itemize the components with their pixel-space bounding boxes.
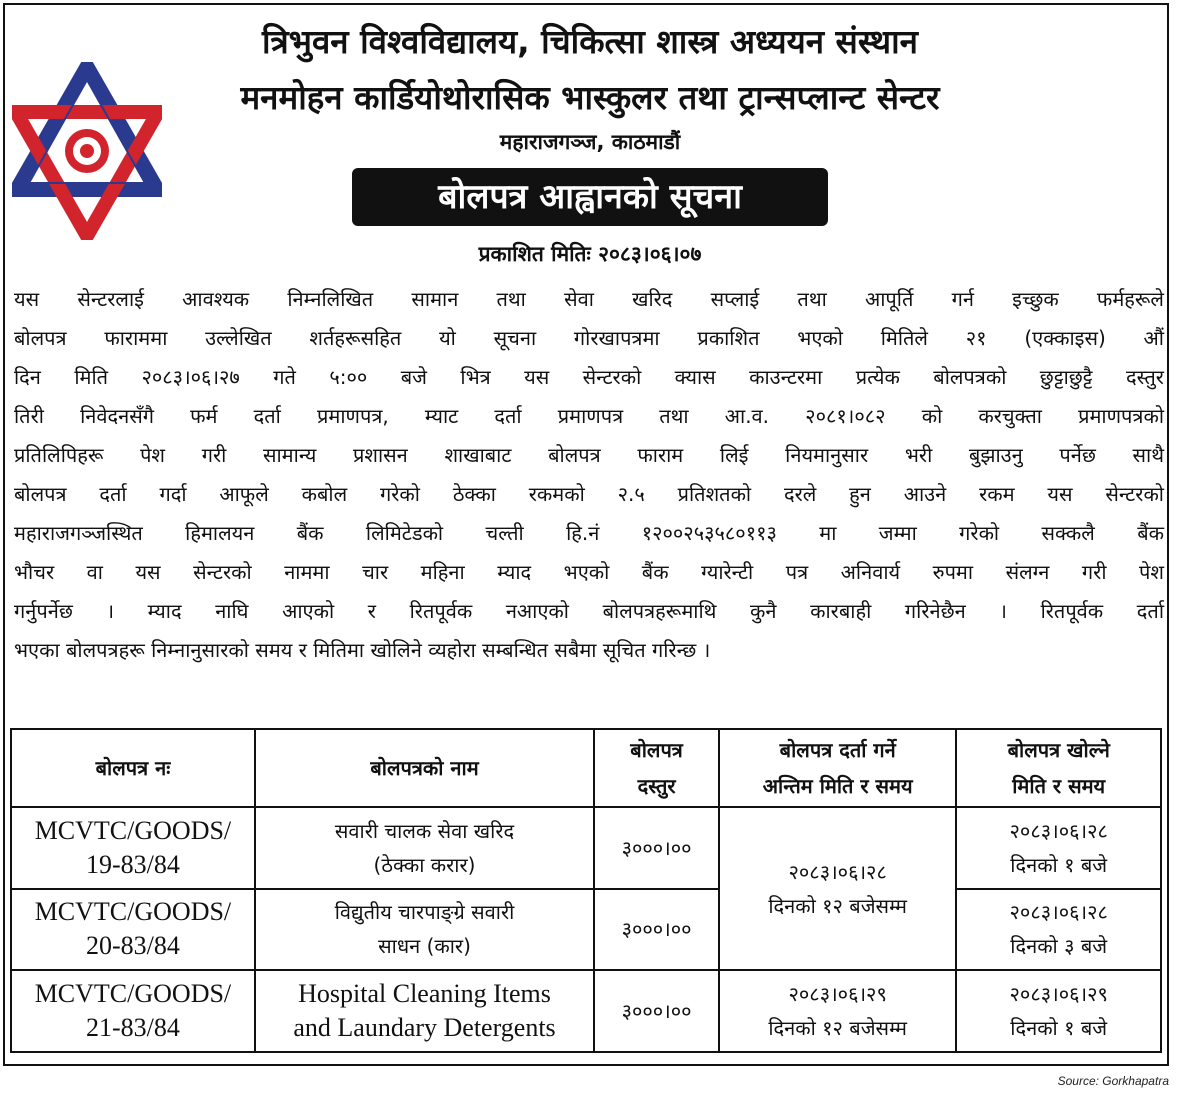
tender-name: सवारी चालक सेवा खरिद (ठेक्का करार)	[255, 807, 594, 889]
body-line: प्रतिलिपिहरू पेश गरी सामान्य प्रशासन शाखाबाट बोलपत्र फाराम लिई नियमानुसार भरी बुझाउनु पर्नेछ साथै	[14, 443, 1164, 467]
body-line: बोलपत्र दर्ता गर्दा आफूले कबोल गरेको ठेक्का रकमको २.५ प्रतिशतको दरले हुन आउने रकम यस सेन्टरको	[14, 482, 1164, 506]
tender-opening: २०८३।०६।२८ दिनको १ बजे	[956, 807, 1161, 889]
body-line: महाराजगञ्जस्थित हिमालयन बैंक लिमिटेडको चल्ती हि.नं १२००२५३५८०११३ मा जम्मा गरेको सक्कलै बैंक	[14, 521, 1164, 545]
col-header-tender-name: बोलपत्रको नाम	[255, 729, 594, 807]
university-logo-icon	[12, 62, 162, 240]
tender-name: Hospital Cleaning Items and Laundary Detergents	[255, 970, 594, 1052]
body-line: दिन मिति २०८३।०६।२७ गते ५:०० बजे भित्र यस सेन्टरको क्यास काउन्टरमा प्रत्येक बोलपत्रको छुट्टाछुट्टै दस्तुर	[14, 365, 1164, 389]
published-date: प्रकाशित मितिः २०८३।०६।०७	[478, 242, 702, 266]
tender-no: MCVTC/GOODS/ 21-83/84	[11, 970, 255, 1052]
tender-no: MCVTC/GOODS/ 20-83/84	[11, 889, 255, 971]
body-line: बोलपत्र फाराममा उल्लेखित शर्तहरूसहित यो सूचना गोरखापत्रमा प्रकाशित भएको मितिले २१ (एक्काइस) औं	[14, 326, 1164, 350]
tender-fee: ३०००।००	[594, 970, 719, 1052]
tender-fee: ३०००।००	[594, 807, 719, 889]
table-row	[11, 807, 1161, 889]
tender-fee: ३०००।००	[594, 889, 719, 971]
center-address: महाराजगञ्ज, काठमाडौं	[499, 130, 681, 154]
table-row	[11, 889, 1161, 971]
body-line: भएका बोलपत्रहरू निम्नानुसारको समय र मितिमा खोलिने व्यहोरा सम्बन्धित सबैमा सूचित गरिन्छ ।	[14, 638, 711, 662]
notice-body	[14, 284, 1164, 674]
tender-opening: २०८३।०६।२८ दिनको ३ बजे	[956, 889, 1161, 971]
table-row	[11, 970, 1161, 1052]
table-header-row	[11, 729, 1161, 807]
body-line: भौचर वा यस सेन्टरको नाममा चार महिना म्याद भएको बैंक ग्यारेन्टी पत्र अनिवार्य रुपमा संलग्न गरी पेश	[14, 560, 1164, 584]
tender-opening: २०८३।०६।२९ दिनको १ बजे	[956, 970, 1161, 1052]
tender-deadline: २०८३।०६।२८ दिनको १२ बजेसम्म	[719, 807, 956, 970]
col-header-deadline: बोलपत्र दर्ता गर्ने अन्तिम मिति र समय	[719, 729, 956, 807]
body-line: तिरी निवेदनसँगै फर्म दर्ता प्रमाणपत्र, म्याट दर्ता प्रमाणपत्र तथा आ.व. २०८१।०८२ को करचुक्ता प्रमाणपत्रको	[14, 404, 1164, 428]
col-header-tender-no: बोलपत्र नः	[11, 729, 255, 807]
tender-name: विद्युतीय चारपाङ्ग्रे सवारी साधन (कार)	[255, 889, 594, 971]
tender-deadline: २०८३।०६।२९ दिनको १२ बजेसम्म	[719, 970, 956, 1052]
body-line: यस सेन्टरलाई आवश्यक निम्नलिखित सामान तथा सेवा खरिद सप्लाई तथा आपूर्ति गर्न इच्छुक फर्महरूले	[14, 287, 1164, 311]
center-name: मनमोहन कार्डियोथोरासिक भास्कुलर तथा ट्रान्सप्लान्ट सेन्टर	[240, 78, 940, 117]
source-credit: Source: Gorkhapatra	[1057, 1074, 1169, 1088]
notice-title-banner: बोलपत्र आह्वानको सूचना	[352, 168, 828, 226]
body-line: गर्नुपर्नेछ । म्याद नाघि आएको र रितपूर्वक नआएको बोलपत्रहरूमाथि कुनै कारबाही गरिनेछैन । रितपूर्वक दर्ता	[14, 599, 1164, 623]
tender-no: MCVTC/GOODS/ 19-83/84	[11, 807, 255, 889]
col-header-opening: बोलपत्र खोल्ने मिति र समय	[956, 729, 1161, 807]
institute-name: त्रिभुवन विश्वविद्यालय, चिकित्सा शास्त्र अध्ययन संस्थान	[262, 22, 918, 61]
col-header-fee: बोलपत्र दस्तुर	[594, 729, 719, 807]
tender-table	[10, 728, 1162, 1053]
